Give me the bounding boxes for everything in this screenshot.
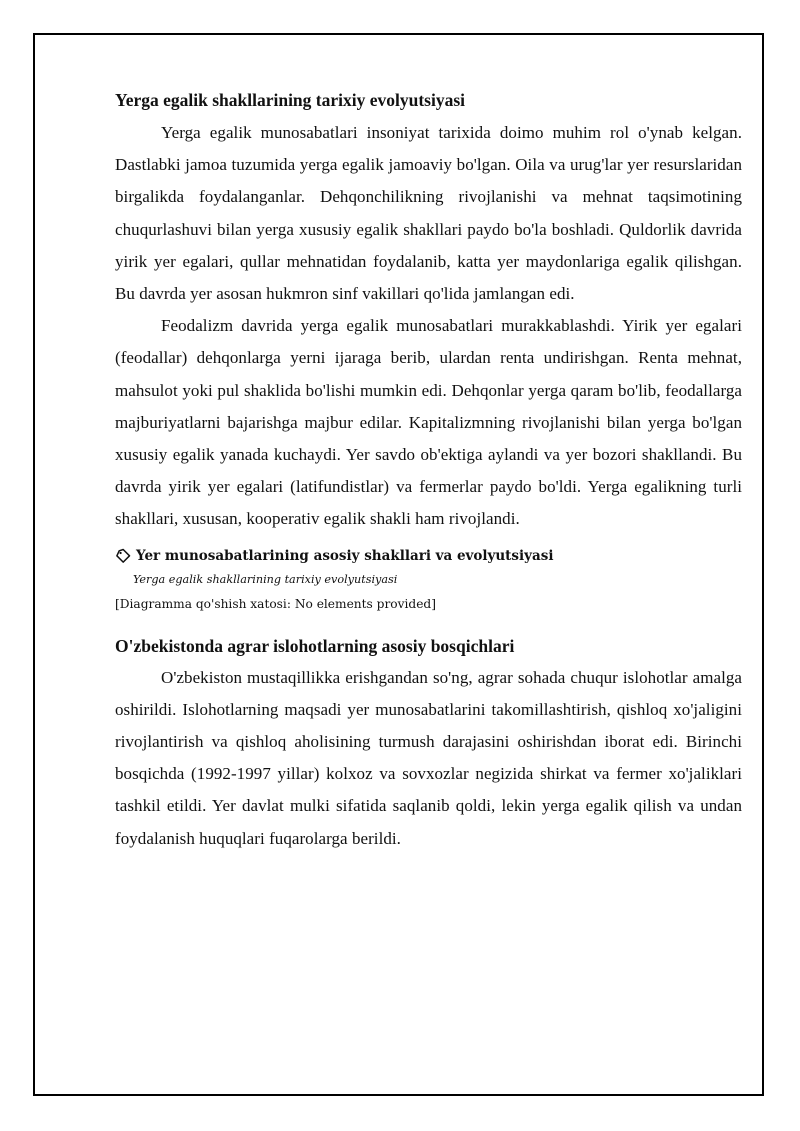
paragraph-feudalism-capitalism: Feodalizm davrida yerga egalik munosabatlari murakkablashdi. Yirik yer egalari (feodallar) dehqonlarga yerni ijaraga berib, ulardan renta undirishgan. Renta mehnat, mahsulot yoki pul shaklida bo'lishi mumkin edi. Dehqonlar yerga qaram bo'lib, feodallarga majburiyatlarni bajarishga majbur edilar. Kapitalizmning rivojlanishi bilan yerga bo'lgan xususiy egalik yanada kuchaydi. Yer savdo ob'ektiga aylandi va yer bozori shakllandi. Bu davrda yirik yer egalari (latifundistlar) va fermerlar paydo bo'ldi. Yerga egalikning turli shakllari, xususan, kooperativ egalik shakli ham rivojlandi. (115, 316, 742, 529)
document-content (115, 88, 742, 855)
section-heading-land-ownership-evolution: Yerga egalik shakllarining tarixiy evolyutsiyasi (115, 90, 466, 110)
tag-icon (115, 548, 131, 564)
paragraph-uzbekistan-reforms: O'zbekiston mustaqillikka erishgandan so'ng, agrar sohada chuqur islohotlar amalga oshirildi. Islohotlarning maqsadi yer munosabatlarini takomillashtirish, qishloq xo'jaligini rivojlantirish va qishloq aholisining turmush darajasini oshirishdan iborat edi. Birinchi bosqichda (1992-1997 yillar) kolxoz va sovxozlar negizida shirkat va fermer xo'jaliklari tashkil etildi. Yer davlat mulki sifatida saqlanib qoldi, lekin yerga egalik qilish va undan foydalanish huquqlari fuqarolarga berildi. (115, 667, 742, 848)
paragraph-early-land-ownership: Yerga egalik munosabatlari insoniyat tarixida doimo muhim rol o'ynab kelgan. Dastlabki jamoa tuzumida yerga egalik jamoaviy bo'lgan. Oila va urug'lar yer resurslaridan birgalikda foydalanganlar. Dehqonchilikning rivojlanishi va mehnat taqsimotining chuqurlashuvi bilan yerga xususiy egalik shakllari paydo bo'la boshladi. Quldorlik davrida yirik yer egalari, qullar mehnatidan foydalanib, katta yer maydonlariga egalik qilishgan. Bu davrda yer asosan hukmron sinf vakillari qo'lida jamlangan edi. (115, 123, 742, 304)
diagram-subtitle: Yerga egalik shakllarining tarixiy evolyutsiyasi (133, 572, 398, 586)
section-heading-agrarian-reforms: O'zbekistonda agrar islohotlarning asosiy bosqichlari (115, 635, 515, 656)
diagram-title-row (115, 544, 742, 568)
diagram-title: Yer munosabatlarining asosiy shakllari va evolyutsiyasi (136, 547, 554, 564)
diagram-error-message: [Diagramma qo'shish xatosi: No elements provided] (115, 596, 436, 611)
diagram-placeholder (115, 544, 742, 614)
